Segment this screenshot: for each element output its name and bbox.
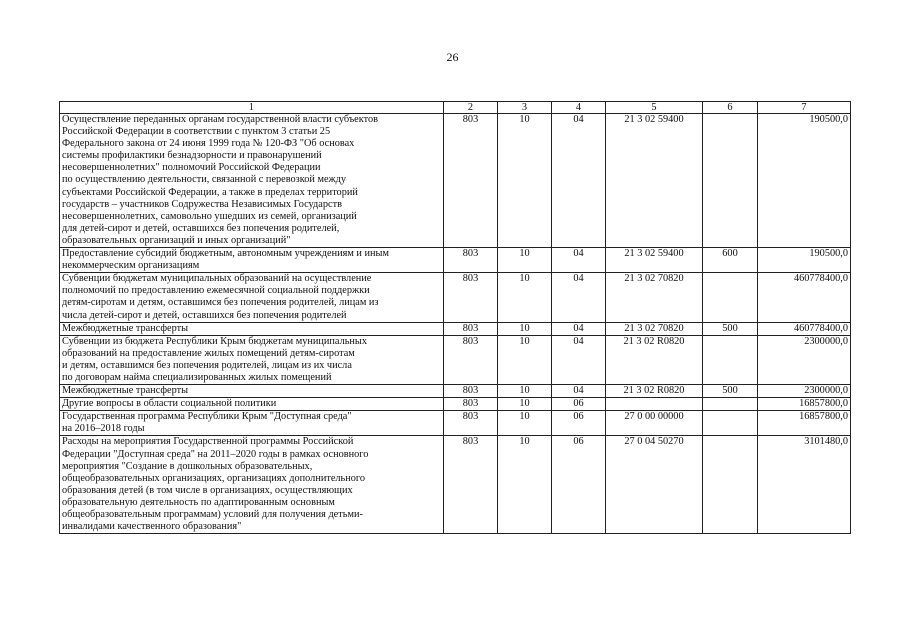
row-name-line: некоммерческим организациям: [62, 260, 200, 272]
table-row: [60, 335, 851, 384]
row-name-line: полномочий по предоставлению ежемесячной социальной поддержки: [62, 285, 370, 297]
row-name-line: Осуществление переданных органам государственной власти субъектов: [62, 114, 378, 125]
section-code-cell: 10: [498, 385, 552, 398]
table-row: [60, 114, 851, 248]
row-name-line: образовательную деятельность по адаптированным основным: [62, 496, 335, 508]
row-name-cell: [60, 411, 444, 436]
table-row: [60, 322, 851, 335]
subsection-code-cell: 04: [552, 273, 606, 322]
row-name-line: Межбюджетные трансферты: [62, 385, 189, 397]
target-article-cell: 21 3 02 59400: [606, 114, 703, 248]
table-row: [60, 385, 851, 398]
row-name-cell: [60, 248, 444, 273]
expense-type-cell: [703, 398, 758, 411]
gr-code-cell: 803: [444, 436, 498, 534]
section-code-cell: 10: [498, 322, 552, 335]
row-name-cell: [60, 114, 444, 248]
row-name-line: Межбюджетные трансферты: [62, 322, 189, 334]
table-row: [60, 248, 851, 273]
subsection-code-cell: 04: [552, 322, 606, 335]
row-name-cell: [60, 335, 444, 384]
expense-type-cell: 500: [703, 385, 758, 398]
row-name-line: общеобразовательным программам) условий для получения детьми-: [62, 509, 363, 520]
gr-code-cell: 803: [444, 114, 498, 248]
header-col-6: 6: [703, 102, 758, 114]
section-code-cell: 10: [498, 114, 552, 248]
expense-type-cell: [703, 411, 758, 436]
section-code-cell: 10: [498, 398, 552, 411]
row-name-cell: [60, 398, 444, 411]
section-code-cell: 10: [498, 248, 552, 273]
subsection-code-cell: 04: [552, 385, 606, 398]
row-name-line: по договорам найма специализированных жилых помещений: [62, 371, 332, 383]
section-code-cell: 10: [498, 335, 552, 384]
row-name-line: Федерации "Доступная среда" на 2011–2020 годы в рамках основного: [62, 448, 369, 460]
expense-type-cell: 500: [703, 322, 758, 335]
header-col-4: 4: [552, 102, 606, 114]
row-name-cell: [60, 385, 444, 398]
subsection-code-cell: 06: [552, 398, 606, 411]
row-name-line: Другие вопросы в области социальной политики: [62, 398, 277, 410]
table-body: [60, 114, 851, 534]
subsection-code-cell: 06: [552, 411, 606, 436]
amount-cell: 16857800,0: [758, 411, 851, 436]
row-name-line: общеобразовательных организациях, организациях дополнительного: [62, 472, 366, 484]
header-col-7: 7: [758, 102, 851, 114]
target-article-cell: 21 3 02 70820: [606, 322, 703, 335]
gr-code-cell: 803: [444, 385, 498, 398]
budget-table: [59, 101, 851, 534]
header-col-2: 2: [444, 102, 498, 114]
table-row: [60, 436, 851, 534]
row-name-line: числа детей-сирот и детей, оставшихся без попечения родителей: [62, 309, 347, 321]
amount-cell: 2300000,0: [758, 335, 851, 384]
expense-type-cell: [703, 114, 758, 248]
row-name-line: на 2016–2018 годы: [62, 423, 145, 435]
target-article-cell: 21 3 02 R0820: [606, 385, 703, 398]
target-article-cell: 21 3 02 70820: [606, 273, 703, 322]
target-article-cell: 27 0 00 00000: [606, 411, 703, 436]
target-article-cell: 27 0 04 50270: [606, 436, 703, 534]
row-name-line: образовательных организаций и иных организаций": [62, 234, 291, 246]
gr-code-cell: 803: [444, 398, 498, 411]
section-code-cell: 10: [498, 436, 552, 534]
gr-code-cell: 803: [444, 411, 498, 436]
section-code-cell: 10: [498, 411, 552, 436]
amount-cell: 460778400,0: [758, 322, 851, 335]
gr-code-cell: 803: [444, 248, 498, 273]
amount-cell: 190500,0: [758, 248, 851, 273]
row-name-line: субъектами Российской Федерации, а также в пределах территорий: [62, 186, 358, 198]
amount-cell: 16857800,0: [758, 398, 851, 411]
header-col-1: 1: [60, 102, 444, 114]
section-code-cell: 10: [498, 273, 552, 322]
row-name-line: инвалидами качественного образования": [62, 521, 242, 533]
row-name-line: государств – участников Содружества Независимых Государств: [62, 198, 342, 210]
subsection-code-cell: 06: [552, 436, 606, 534]
row-name-cell: [60, 273, 444, 322]
target-article-cell: 21 3 02 R0820: [606, 335, 703, 384]
row-name-line: мероприятия "Создание в дошкольных образовательных,: [62, 460, 313, 472]
gr-code-cell: 803: [444, 322, 498, 335]
row-name-line: образований на предоставление жилых помещений детям-сиротам: [62, 347, 355, 359]
table-row: [60, 273, 851, 322]
target-article-cell: [606, 398, 703, 411]
amount-cell: 460778400,0: [758, 273, 851, 322]
row-name-cell: [60, 322, 444, 335]
row-name-line: по осуществлению деятельности, связанной с перевозкой между: [62, 174, 347, 186]
row-name-line: Предоставление субсидий бюджетным, автономным учреждениям и иным: [62, 248, 389, 260]
table-row: [60, 411, 851, 436]
row-name-line: Федерального закона от 24 июня 1999 года № 120-ФЗ "Об основах: [62, 138, 355, 150]
table-row: [60, 398, 851, 411]
expense-type-cell: 600: [703, 248, 758, 273]
subsection-code-cell: 04: [552, 114, 606, 248]
row-name-line: Государственная программа Республики Крым "Доступная среда": [62, 411, 352, 423]
amount-cell: 190500,0: [758, 114, 851, 248]
row-name-line: Расходы на мероприятия Государственной программы Российской: [62, 436, 354, 448]
header-row: [60, 102, 851, 114]
row-name-line: несовершеннолетних" полномочий Российской Федерации: [62, 162, 321, 174]
row-name-line: системы профилактики безнадзорности и правонарушений: [62, 150, 322, 162]
row-name-line: и детям, оставшимся без попечения родителей, лицам из их числа: [62, 359, 352, 371]
subsection-code-cell: 04: [552, 248, 606, 273]
row-name-line: детям-сиротам и детям, оставшимся без попечения родителей, лицам из: [62, 297, 379, 309]
row-name-line: Российской Федерации в соответствии с пунктом 3 статьи 25: [62, 126, 331, 138]
header-col-3: 3: [498, 102, 552, 114]
header-col-5: 5: [606, 102, 703, 114]
gr-code-cell: 803: [444, 335, 498, 384]
gr-code-cell: 803: [444, 273, 498, 322]
amount-cell: 3101480,0: [758, 436, 851, 534]
expense-type-cell: [703, 273, 758, 322]
expense-type-cell: [703, 436, 758, 534]
row-name-line: для детей-сирот и детей, оставшихся без попечения родителей,: [62, 222, 340, 234]
page-number: 26: [446, 50, 459, 64]
row-name-line: образования детей (в том числе в организациях, осуществляющих: [62, 484, 353, 496]
row-name-line: Субвенции из бюджета Республики Крым бюджетам муниципальных: [62, 335, 367, 347]
row-name-line: Субвенции бюджетам муниципальных образований на осуществление: [62, 273, 372, 285]
row-name-line: несовершеннолетних, самовольно ушедших из семей, организаций: [62, 210, 357, 222]
expense-type-cell: [703, 335, 758, 384]
subsection-code-cell: 04: [552, 335, 606, 384]
row-name-cell: [60, 436, 444, 534]
amount-cell: 2300000,0: [758, 385, 851, 398]
target-article-cell: 21 3 02 59400: [606, 248, 703, 273]
